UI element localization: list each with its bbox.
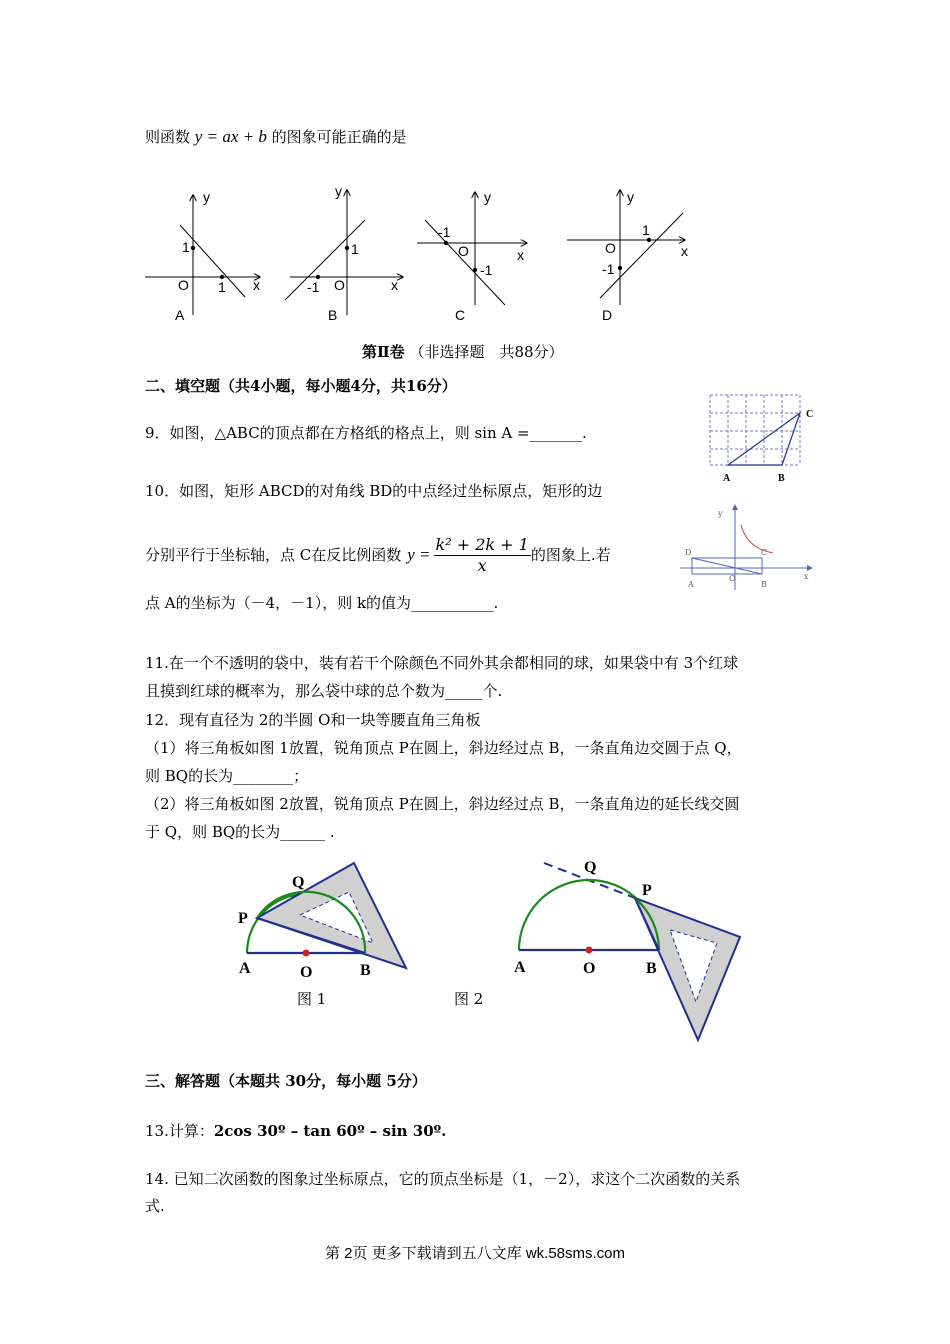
- page-footer: 第 2页 更多下载请到五八文库 wk.58sms.com: [324, 1245, 626, 1262]
- q8-stem: [145, 126, 407, 148]
- fig2-label-a: A: [514, 959, 526, 976]
- graph-a-tick-x: 1: [218, 279, 226, 295]
- part-two-header: [362, 341, 564, 363]
- graph-d-tick-y: -1: [602, 261, 615, 277]
- part-two-title: 第Ⅱ卷: [362, 343, 405, 361]
- q10-line3: 点 A的坐标为（－4，－1），则 k的值为___________.: [145, 594, 499, 612]
- q14-line2: 式.: [145, 1197, 165, 1215]
- q9-label-c: C: [806, 409, 814, 420]
- q8-stem-prefix: 则函数: [145, 128, 191, 146]
- graph-c-x: x: [517, 247, 524, 263]
- graph-d-option: D: [602, 307, 613, 323]
- graph-b-y: y: [335, 183, 342, 199]
- graph-d-origin: O: [605, 240, 616, 256]
- q10-label-d: D: [685, 548, 692, 557]
- graph-c-origin: O: [458, 243, 469, 259]
- q10-fraction-numerator: k² + 2k + 1: [435, 534, 529, 554]
- q14-line1: 14. 已知二次函数的图象过坐标原点，它的顶点坐标是（1，－2），求这个二次函数的关系: [145, 1170, 741, 1188]
- graph-c: [417, 189, 527, 323]
- graph-b-tick-y: 1: [351, 241, 359, 257]
- q10-label-y: y: [718, 509, 723, 518]
- graph-c-option: C: [455, 307, 466, 323]
- fig1: [230, 855, 430, 1015]
- q9-text: 9．如图，△ABC的顶点都在方格纸的格点上，则 sin A =_______.: [145, 424, 587, 442]
- q10-line2: [145, 532, 611, 578]
- graph-a-x: x: [253, 277, 260, 293]
- q8-stem-suffix: 的图象可能正确的是: [271, 128, 407, 146]
- q10-label-a: A: [688, 580, 694, 589]
- graph-b-origin: O: [334, 277, 345, 293]
- q12-line2: （1）将三角板如图 1放置，锐角顶点 P在圆上，斜边经过点 B，一条直角边交圆于点 Q，: [145, 739, 742, 757]
- q11-line2: 且摸到红球的概率为，那么袋中球的总个数为_____个.: [145, 682, 503, 700]
- q9-label-b: B: [778, 473, 785, 484]
- fig2-caption: 图 2: [454, 990, 484, 1008]
- q10-figure: [675, 500, 815, 595]
- graph-b: [285, 183, 403, 323]
- q13-prefix: 13.计算：: [145, 1122, 214, 1140]
- fig2: [510, 855, 750, 1050]
- q10-line2-prefix: 分别平行于坐标轴，点 C在反比例函数: [145, 546, 402, 564]
- q12-line5: 于 Q，则 BQ的长为______ .: [145, 823, 335, 841]
- graph-a-y: y: [203, 189, 210, 205]
- graph-b-option: B: [328, 307, 338, 323]
- q11-line1: 11.在一个不透明的袋中，装有若干个除颜色不同外其余都相同的球，如果袋中有 3个红球: [145, 654, 739, 672]
- graph-c-y: y: [484, 189, 491, 205]
- q9-figure: [700, 385, 825, 485]
- graph-c-tick-y: -1: [480, 262, 493, 278]
- graph-a-tick-y: 1: [182, 239, 190, 255]
- q10-label-o: O: [729, 574, 736, 583]
- q9-label-a: A: [723, 473, 731, 484]
- fig1-label-q: Q: [292, 874, 305, 891]
- fig1-label-b: B: [360, 962, 371, 979]
- q10-formula-lhs: y =: [407, 545, 431, 564]
- fig2-label-o: O: [583, 960, 596, 977]
- q10-fraction-denominator: x: [477, 555, 487, 575]
- q12-line3: 则 BQ的长为________；: [145, 767, 309, 785]
- fig2-label-q: Q: [584, 859, 597, 876]
- q10-line1: 10．如图，矩形 ABCD的对角线 BD的中点经过坐标原点，矩形的边: [145, 482, 603, 500]
- fig1-caption: 图 1: [297, 990, 327, 1008]
- graph-d-y: y: [627, 189, 634, 205]
- q10-label-x: x: [804, 572, 809, 581]
- part-two-note: （非选择题 共88分）: [409, 343, 564, 361]
- fig1-label-o: O: [300, 964, 313, 981]
- fill-section-title: 二、填空题（共4小题，每小题4分，共16分）: [145, 377, 457, 395]
- q10-fraction: [434, 535, 531, 576]
- fig1-label-a: A: [239, 960, 251, 977]
- graph-b-tick-x: -1: [307, 279, 320, 295]
- graph-c-tick-x: -1: [438, 224, 451, 240]
- q13: [145, 1120, 446, 1142]
- graph-d: [567, 189, 688, 323]
- graph-d-tick-x: 1: [642, 222, 650, 238]
- graph-a-origin: O: [178, 277, 189, 293]
- fig1-label-p: P: [238, 910, 248, 927]
- q10-label-c: C: [761, 548, 768, 557]
- answer-section-title: 三、解答题（本题共 30分，每小题 5分）: [145, 1072, 427, 1090]
- graph-b-x: x: [391, 277, 398, 293]
- q13-expression: 2cos 30º – tan 60º – sin 30º.: [213, 1122, 447, 1140]
- q8-graphs: [135, 180, 715, 330]
- graph-a-option: A: [175, 307, 185, 323]
- fig2-label-p: P: [642, 882, 652, 899]
- q12-line1: 12．现有直径为 2的半圆 O和一块等腰直角三角板: [145, 711, 481, 729]
- fig2-label-b: B: [646, 960, 657, 977]
- q10-line2-suffix: 的图象上.若: [530, 546, 611, 564]
- q10-label-b: B: [761, 580, 767, 589]
- graph-d-x: x: [681, 243, 688, 259]
- q8-formula: y = ax + b: [194, 127, 267, 146]
- graph-a: [145, 189, 260, 323]
- q12-line4: （2）将三角板如图 2放置，锐角顶点 P在圆上，斜边经过点 B，一条直角边的延长线交圆: [145, 795, 740, 813]
